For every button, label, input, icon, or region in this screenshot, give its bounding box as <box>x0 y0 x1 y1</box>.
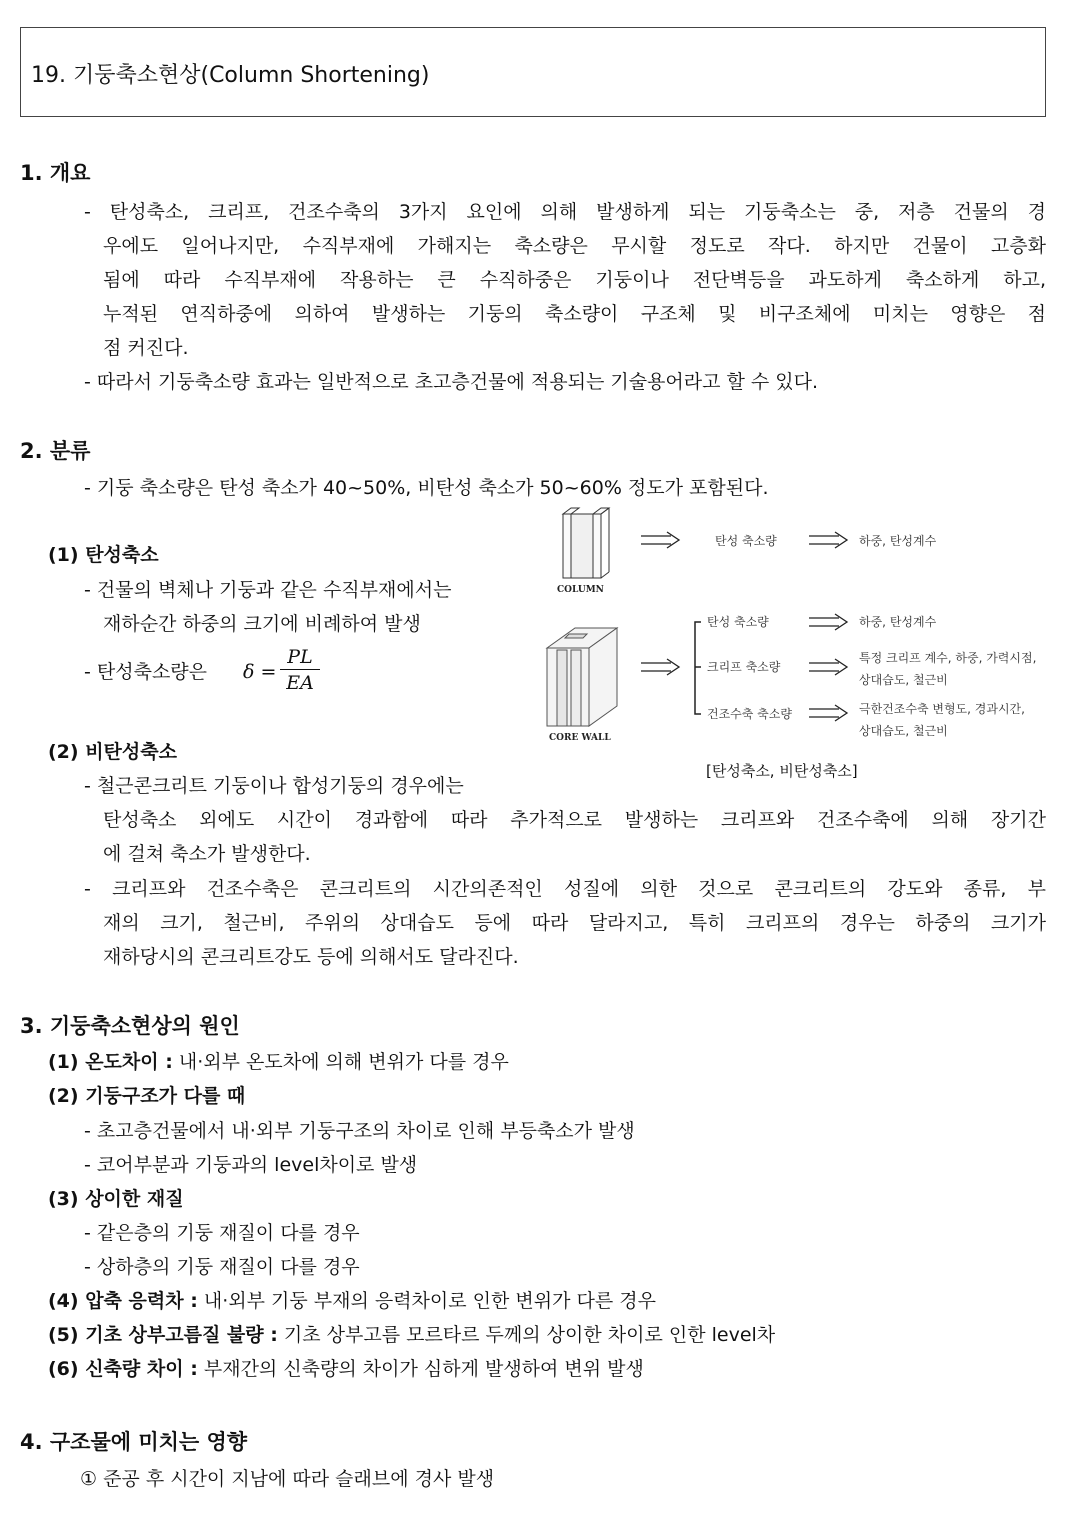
column-label: COLUMN <box>557 585 604 595</box>
branch-result-1: 하중, 탄성계수 <box>859 615 937 629</box>
title-box <box>20 27 1046 117</box>
section-1-heading: 1. 개요 <box>20 161 91 185</box>
s2-sub2-heading: (2) 비탄성축소 <box>48 741 177 763</box>
s1-line-4: 누적된 연직하중에 의하여 발생하는 기둥의 축소량이 구조체 및 비구조체에 미치는 영향은 점 <box>103 303 1046 325</box>
branch-item-3: 건조수축 축소량 <box>707 707 792 721</box>
formula-denominator: EA <box>286 672 314 694</box>
branch-result-3a: 극한건조수축 변형도, 경과시간, <box>859 702 1025 716</box>
branch-item-2: 크리프 축소량 <box>707 660 781 674</box>
branch-result-2b: 상대습도, 철근비 <box>859 673 948 687</box>
s3-cause-2-line-1: - 초고층건물에서 내·외부 기둥구조의 차이로 인해 부등축소가 발생 <box>84 1120 635 1142</box>
s1-line-5: 점 커진다. <box>103 337 189 359</box>
s3-cause-2-label: (2) 기둥구조가 다를 때 <box>48 1085 246 1107</box>
shortening-figure <box>535 500 1055 785</box>
figure-caption: [탄성축소, 비탄성축소] <box>706 762 858 780</box>
top-result: 하중, 탄성계수 <box>859 534 937 548</box>
arrow-icon <box>809 659 847 675</box>
arrow-icon <box>809 532 847 548</box>
s3-cause-4-text: 내·외부 기둥 부재의 응력차이로 인한 변위가 다른 경우 <box>203 1290 656 1312</box>
s3-cause-6-text: 부재간의 신축량의 차이가 심하게 발생하여 변위 발생 <box>203 1358 644 1380</box>
s4-line-1: ① 준공 후 시간이 지남에 따라 슬래브에 경사 발생 <box>80 1468 495 1490</box>
s2-sub1-line-2: 재하순간 하중의 크기에 비례하여 발생 <box>103 613 421 635</box>
arrow-icon <box>809 705 847 721</box>
arrow-icon <box>809 614 847 630</box>
section-4-heading: 4. 구조물에 미치는 영향 <box>20 1430 248 1454</box>
formula-lhs: δ = <box>243 661 277 683</box>
s2-sub1-heading: (1) 탄성축소 <box>48 544 159 566</box>
s3-cause-5-text: 기초 상부고름 모르타르 두께의 상이한 차이로 인한 level차 <box>283 1324 776 1346</box>
branch-result-3b: 상대습도, 철근비 <box>859 724 948 738</box>
top-item: 탄성 축소량 <box>715 534 777 548</box>
s2-formula-prefix: - 탄성축소량은 <box>84 661 208 683</box>
s2-intro: - 기둥 축소량은 탄성 축소가 40~50%, 비탄성 축소가 50~60% 정도가 포함된다. <box>84 477 769 499</box>
s3-cause-5-label: (5) 기초 상부고름질 불량 : <box>48 1324 278 1346</box>
s2-sub2-line-5: 재의 크기, 철근비, 주위의 상대습도 등에 따라 달라지고, 특히 크리프의 경우는 하중의 크기가 <box>103 912 1046 934</box>
s2-sub2-line-6: 재하당시의 콘크리트강도 등에 의해서도 달라진다. <box>103 946 519 968</box>
s3-cause-5 <box>48 1322 775 1348</box>
section-3-heading: 3. 기둥축소현상의 원인 <box>20 1014 240 1038</box>
s3-cause-3-line-1: - 같은층의 기둥 재질이 다를 경우 <box>84 1222 360 1244</box>
s2-sub2-line-4: - 크리프와 건조수축은 콘크리트의 시간의존적인 성질에 의한 것으로 콘크리트의 강도와 종류, 부 <box>84 878 1046 900</box>
s3-cause-1-text: 내·외부 온도차에 의해 변위가 다를 경우 <box>178 1051 509 1073</box>
column-illustration <box>563 508 609 578</box>
s3-cause-6 <box>48 1356 644 1382</box>
s2-sub2-line-1: - 철근콘크리트 기둥이나 합성기둥의 경우에는 <box>84 775 464 797</box>
arrow-icon <box>641 659 679 675</box>
s2-sub2-line-2: 탄성축소 외에도 시간이 경과함에 따라 추가적으로 발생하는 크리프와 건조수축에 의해 장기간 <box>103 809 1046 831</box>
s1-line-1: - 탄성축소, 크리프, 건조수축의 3가지 요인에 의해 발생하게 되는 기둥축소는 중, 저층 건물의 경 <box>84 201 1046 223</box>
s1-line-3: 됨에 따라 수직부재에 작용하는 큰 수직하중은 기둥이나 전단벽등을 과도하게 축소하게 하고, <box>103 269 1046 291</box>
s3-cause-3-line-2: - 상하층의 기둥 재질이 다를 경우 <box>84 1256 360 1278</box>
branch-item-1: 탄성 축소량 <box>707 615 769 629</box>
formula-numerator: PL <box>280 645 320 670</box>
s3-cause-3-label: (3) 상이한 재질 <box>48 1188 184 1210</box>
arrow-icon <box>641 532 679 548</box>
branch-result-2a: 특정 크리프 계수, 하중, 가력시점, <box>859 651 1037 665</box>
s3-cause-1 <box>48 1049 509 1075</box>
s3-cause-4-label: (4) 압축 응력차 : <box>48 1290 198 1312</box>
s3-cause-1-label: (1) 온도차이 : <box>48 1051 173 1073</box>
branch-bracket <box>695 622 701 714</box>
s1-line-2: 우에도 일어나지만, 수직부재에 가해지는 축소량은 무시할 정도로 작다. 하지만 건물이 고층화 <box>103 235 1046 257</box>
s2-sub1-line-1: - 건물의 벽체나 기둥과 같은 수직부재에서는 <box>84 579 452 601</box>
s3-cause-6-label: (6) 신축량 차이 : <box>48 1358 198 1380</box>
s1-line-6: - 따라서 기둥축소량 효과는 일반적으로 초고층건물에 적용되는 기술용어라고 할 수 있다. <box>84 371 819 393</box>
corewall-illustration <box>547 628 617 726</box>
s3-cause-2-line-2: - 코어부분과 기둥과의 level차이로 발생 <box>84 1154 418 1176</box>
s2-sub2-line-3: 에 걸쳐 축소가 발생한다. <box>103 843 311 865</box>
document-title: 19. 기둥축소현상(Column Shortening) <box>31 63 430 88</box>
corewall-label: CORE WALL <box>549 733 611 743</box>
s3-cause-4 <box>48 1288 656 1314</box>
section-2-heading: 2. 분류 <box>20 439 91 463</box>
